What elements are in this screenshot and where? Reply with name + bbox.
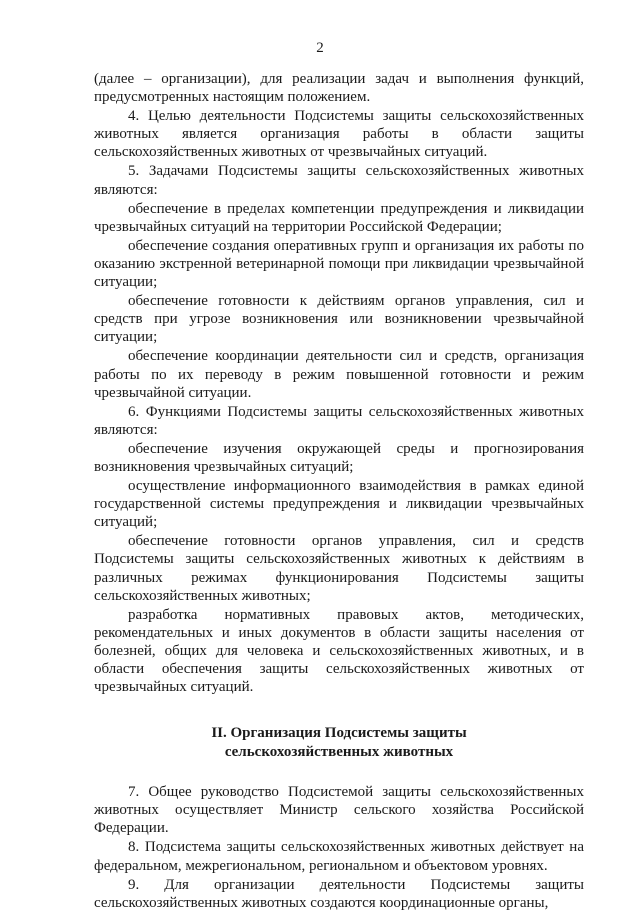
section-heading	[94, 724, 584, 761]
paragraph-item-6: 6. Функциями Подсистемы защиты сельскохозяйственных животных являются:	[94, 403, 584, 438]
paragraph-continuation: (далее – организации), для реализации задач и выполнения функций, предусмотренных настоящим положением.	[94, 71, 584, 106]
paragraph-item-9: 9. Для организации деятельности Подсистемы защиты сельскохозяйственных животных создаются координационные органы,	[94, 876, 584, 911]
task-item: обеспечение в пределах компетенции предупреждения и ликвидации чрезвычайных ситуаций на территории Российской Федерации;	[94, 200, 584, 235]
function-item: обеспечение изучения окружающей среды и прогнозирования возникновения чрезвычайных ситуаций;	[94, 440, 584, 475]
paragraph-item-7: 7. Общее руководство Подсистемой защиты сельскохозяйственных животных осуществляет Министр сельского хозяйства Российской Федерации.	[94, 784, 584, 837]
function-item: обеспечение готовности органов управления, сил и средств Подсистемы защиты сельскохозяйственных животных к действиям в различных режимах функционирования Подсистемы защиты сельскохозяйственных животных;	[94, 533, 584, 604]
task-item: обеспечение готовности к действиям органов управления, сил и средств при угрозе возникновения или возникновении чрезвычайной ситуации;	[94, 293, 584, 346]
paragraph-item-4: 4. Целью деятельности Подсистемы защиты сельскохозяйственных животных является организация работы в области защиты сельскохозяйственных животных от чрезвычайных ситуаций.	[94, 108, 584, 161]
page-number: 2	[316, 40, 324, 56]
section-heading-line2: сельскохозяйственных животных	[224, 743, 454, 760]
paragraph-item-5: 5. Задачами Подсистемы защиты сельскохозяйственных животных являются:	[94, 163, 584, 198]
task-item: обеспечение создания оперативных групп и организация их работы по оказанию экстренной ветеринарной помощи при ликвидации чрезвычайной ситуации;	[94, 237, 584, 291]
paragraph-item-8: 8. Подсистема защиты сельскохозяйственных животных действует на федеральном, межрегиональном, региональном и объектовом уровнях.	[94, 839, 584, 874]
task-item: обеспечение координации деятельности сил и средств, организация работы по их переводу в режим повышенной готовности и режим чрезвычайной ситуации.	[94, 348, 584, 401]
function-item: разработка нормативных правовых актов, методических, рекомендательных и иных документов в области защиты населения от болезней, общих для человека и сельскохозяйственных животных, и в области обеспечения защиты сельскохозяйственных животных от чрезвычайных ситуаций.	[94, 606, 584, 696]
section-heading-line1: II. Организация Подсистемы защиты	[211, 725, 467, 742]
document-body	[94, 70, 584, 913]
function-item: осуществление информационного взаимодействия в рамках единой государственной системы предупреждения и ликвидации чрезвычайных ситуаций;	[94, 478, 584, 531]
